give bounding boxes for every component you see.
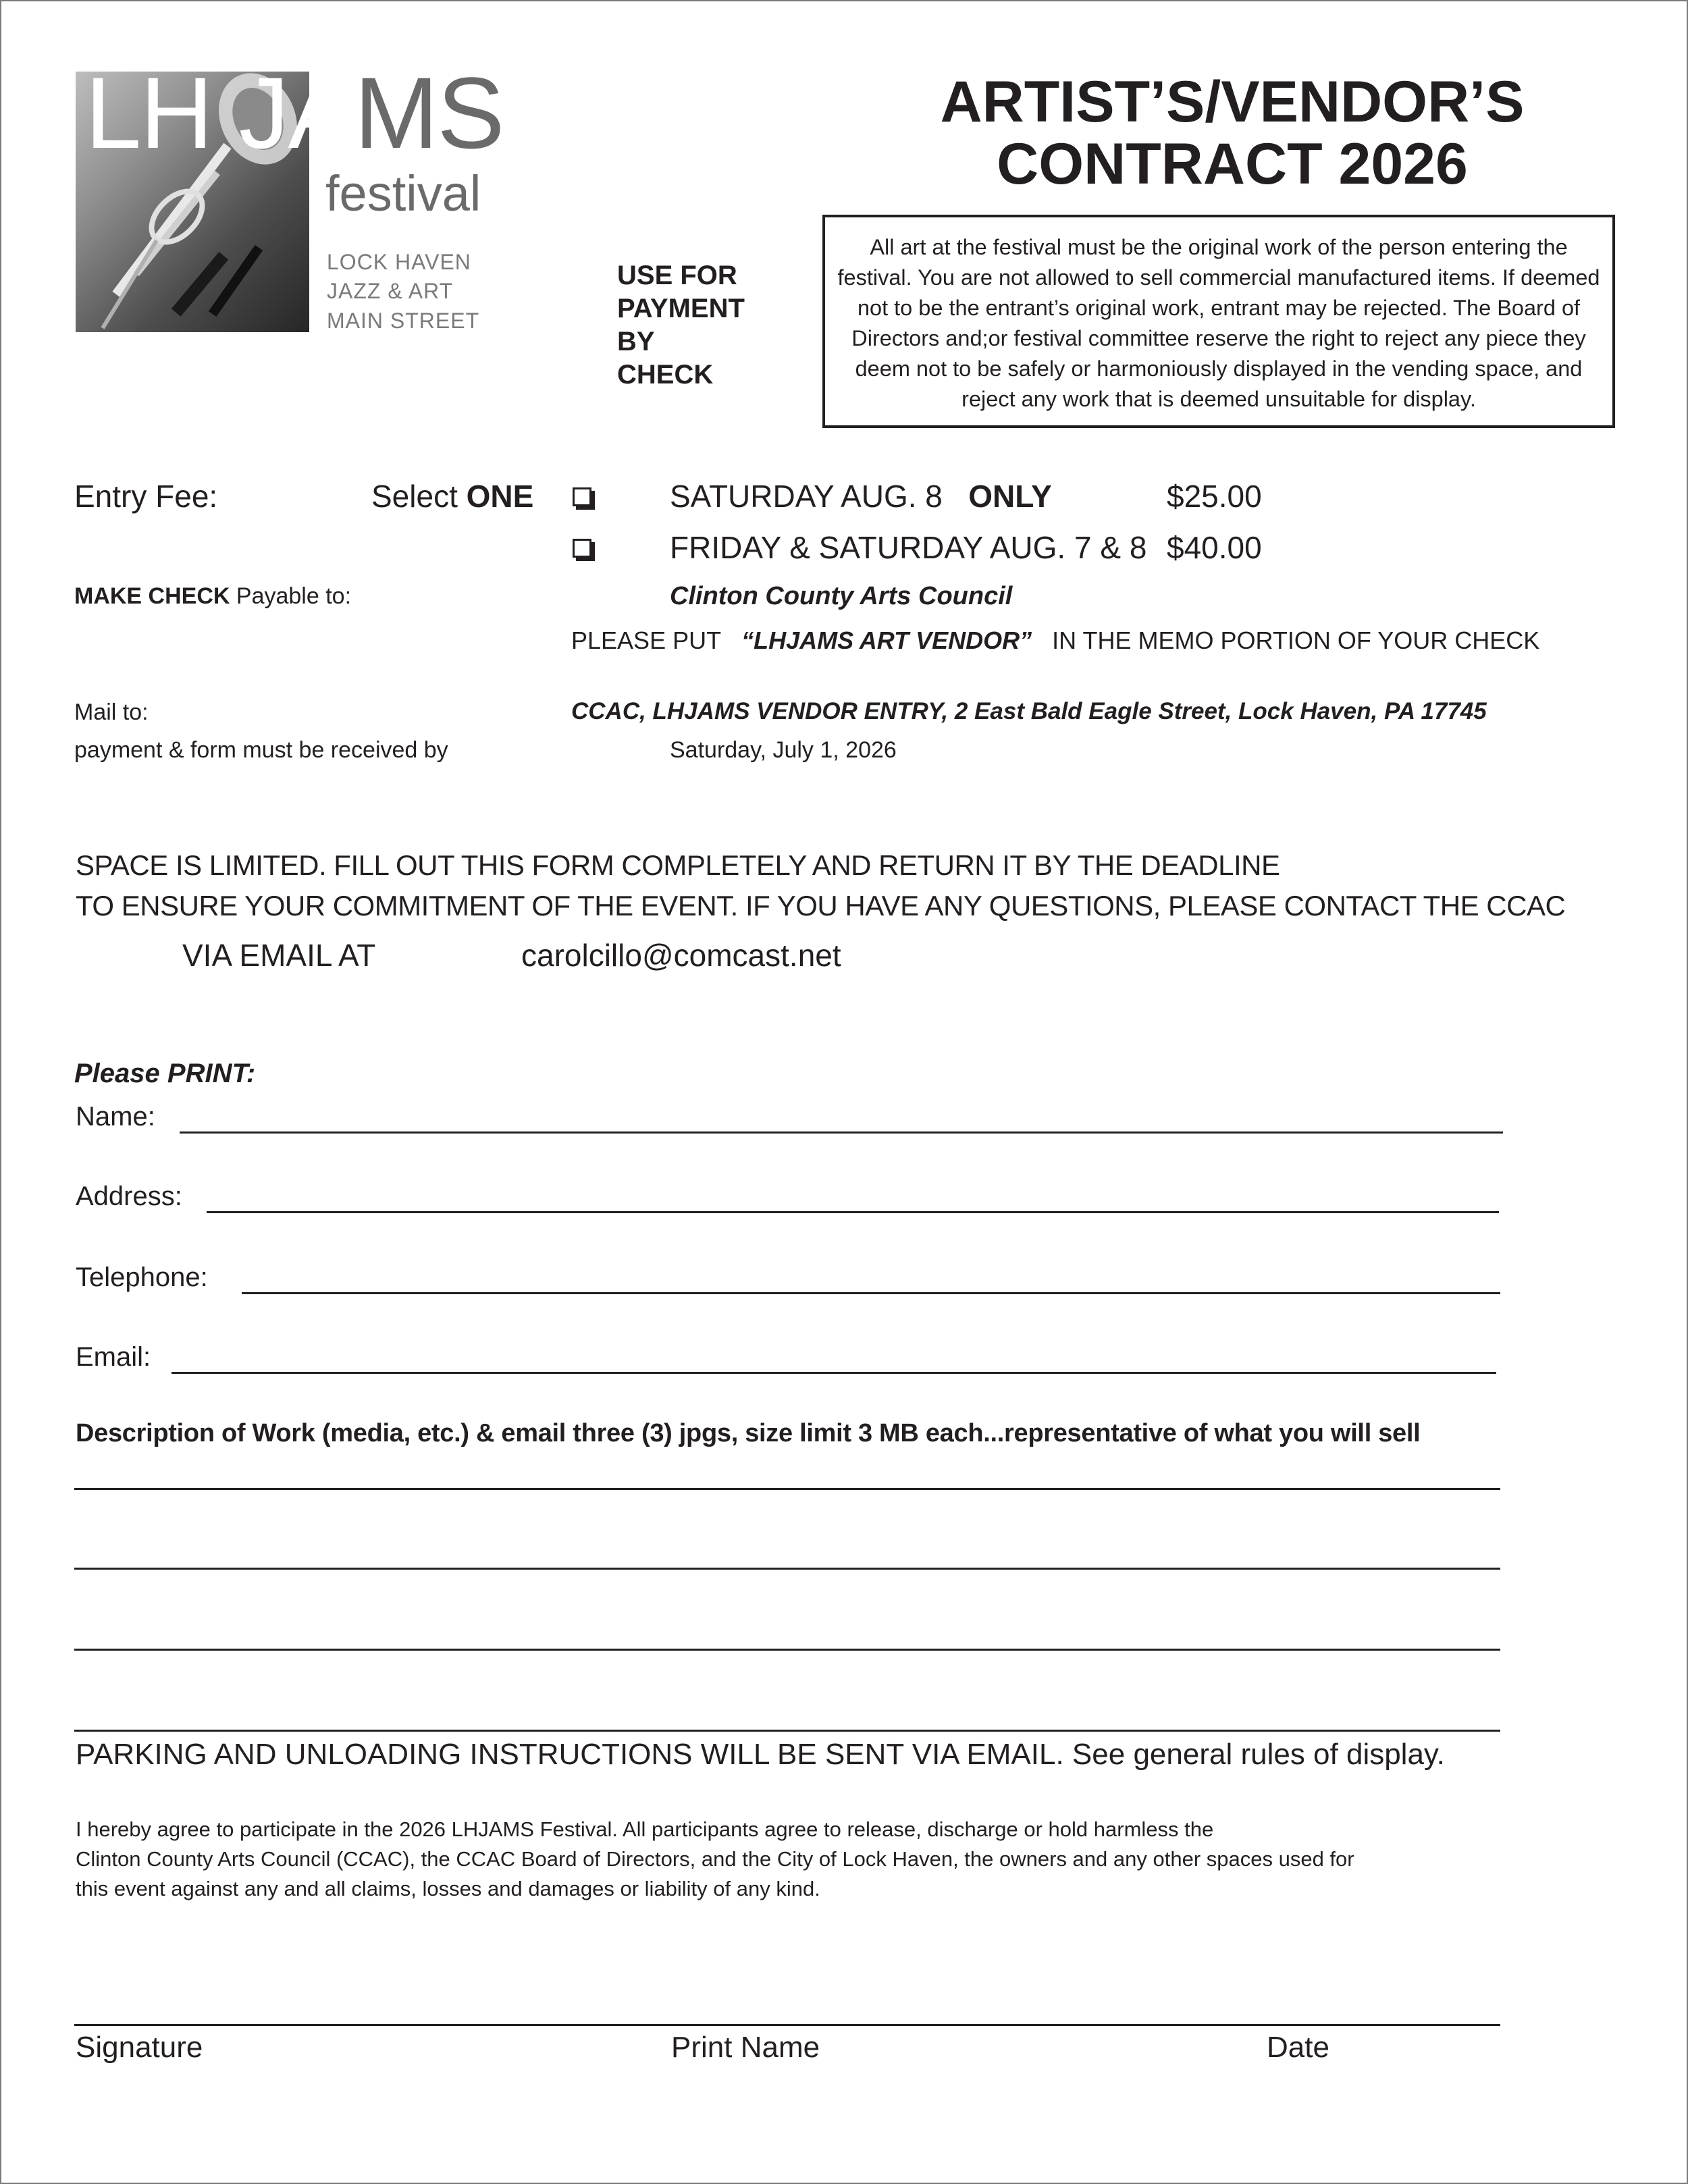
agreement-line-2: Clinton County Arts Council (CCAC), the CCAC Board of Directors, and the City of Lock Haven, the owners and any other spaces used for	[76, 1847, 1354, 1871]
logo-festival-text: festival	[325, 165, 481, 221]
address-input-line[interactable]	[207, 1211, 1499, 1213]
entry-fee-label: Entry Fee:	[74, 479, 218, 514]
description-line-4[interactable]	[74, 1730, 1500, 1732]
agreement-line-1: I hereby agree to participate in the 2026 LHJAMS Festival. All participants agree to release, discharge or hold harmless the	[76, 1817, 1214, 1841]
make-check-label: MAKE CHECK Payable to:	[74, 583, 352, 609]
use-for-check-note: USE FOR PAYMENT BY CHECK	[617, 261, 745, 390]
option-friday-saturday-price: $40.00	[1167, 530, 1262, 565]
logo-line-1: LOCK HAVEN	[327, 250, 471, 274]
description-label: Description of Work (media, etc.) & email three (3) jpgs, size limit 3 MB each...representative of what you will sell	[76, 1419, 1421, 1447]
saturday-only-checkbox[interactable]	[573, 487, 591, 506]
logo-line-3: MAIN STREET	[327, 309, 480, 333]
print-heading: Please PRINT:	[74, 1059, 256, 1088]
telephone-input-line[interactable]	[242, 1292, 1500, 1294]
signature-label: Signature	[76, 2031, 203, 2064]
name-input-line[interactable]	[180, 1131, 1503, 1134]
print-name-label: Print Name	[671, 2031, 820, 2064]
option-saturday-label: SATURDAY AUG. 8 ONLY	[670, 479, 1052, 514]
email-label: VIA EMAIL AT	[182, 938, 376, 973]
address-label: Address:	[76, 1181, 182, 1211]
deadline-label: payment & form must be received by	[74, 737, 448, 763]
notice-line-2: TO ENSURE YOUR COMMITMENT OF THE EVENT. IF YOU HAVE ANY QUESTIONS, PLEASE CONTACT THE CCAC	[76, 890, 1566, 922]
description-line-1[interactable]	[74, 1488, 1500, 1490]
mail-to-label: Mail to:	[74, 699, 149, 725]
payee-name: Clinton County Arts Council	[670, 582, 1013, 610]
select-one-label: Select ONE	[371, 479, 534, 514]
rules-box: All art at the festival must be the original work of the person entering the festival. You are not allowed to sell commercial manufactured items. If deemed not to be the entrant’s original work, entrant may be rejected. The Board of Directors and;or festival committee reserve the right to reject any piece they deem not to be safely or harmoniously displayed in the vending space, and reject any work that is deemed unsuitable for display.	[822, 215, 1615, 428]
email-field-label: Email:	[76, 1342, 151, 1372]
friday-saturday-checkbox[interactable]	[573, 539, 591, 558]
option-saturday-price: $25.00	[1167, 479, 1262, 514]
agreement-line-3: this event against any and all claims, losses and damages or liability of any kind.	[76, 1877, 820, 1900]
notice-line-1: SPACE IS LIMITED. FILL OUT THIS FORM COMPLETELY AND RETURN IT BY THE DEADLINE	[76, 849, 1280, 881]
date-label: Date	[1267, 2031, 1329, 2064]
page-title-line-1: ARTIST’S/VENDOR’S	[940, 70, 1525, 134]
mail-address: CCAC, LHJAMS VENDOR ENTRY, 2 East Bald Eagle Street, Lock Haven, PA 17745	[571, 698, 1487, 724]
description-line-3[interactable]	[74, 1649, 1500, 1651]
description-line-2[interactable]	[74, 1568, 1500, 1570]
signature-line[interactable]	[74, 2024, 1500, 2026]
memo-instruction: PLEASE PUT “LHJAMS ART VENDOR” IN THE MEMO PORTION OF YOUR CHECK	[571, 627, 1540, 654]
deadline-date: Saturday, July 1, 2026	[670, 737, 897, 763]
parking-notice: PARKING AND UNLOADING INSTRUCTIONS WILL BE SENT VIA EMAIL. See general rules of display.	[76, 1738, 1445, 1771]
logo-wordmark: LH JAMS	[85, 56, 504, 169]
contact-email[interactable]: carolcillo@comcast.net	[521, 938, 841, 973]
page-title-line-2: CONTRACT 2026	[997, 132, 1468, 196]
name-label: Name:	[76, 1102, 155, 1131]
logo-line-2: JAZZ & ART	[327, 279, 454, 303]
telephone-label: Telephone:	[76, 1262, 208, 1292]
option-friday-saturday-label: FRIDAY & SATURDAY AUG. 7 & 8	[670, 530, 1147, 565]
email-input-line[interactable]	[172, 1372, 1496, 1374]
